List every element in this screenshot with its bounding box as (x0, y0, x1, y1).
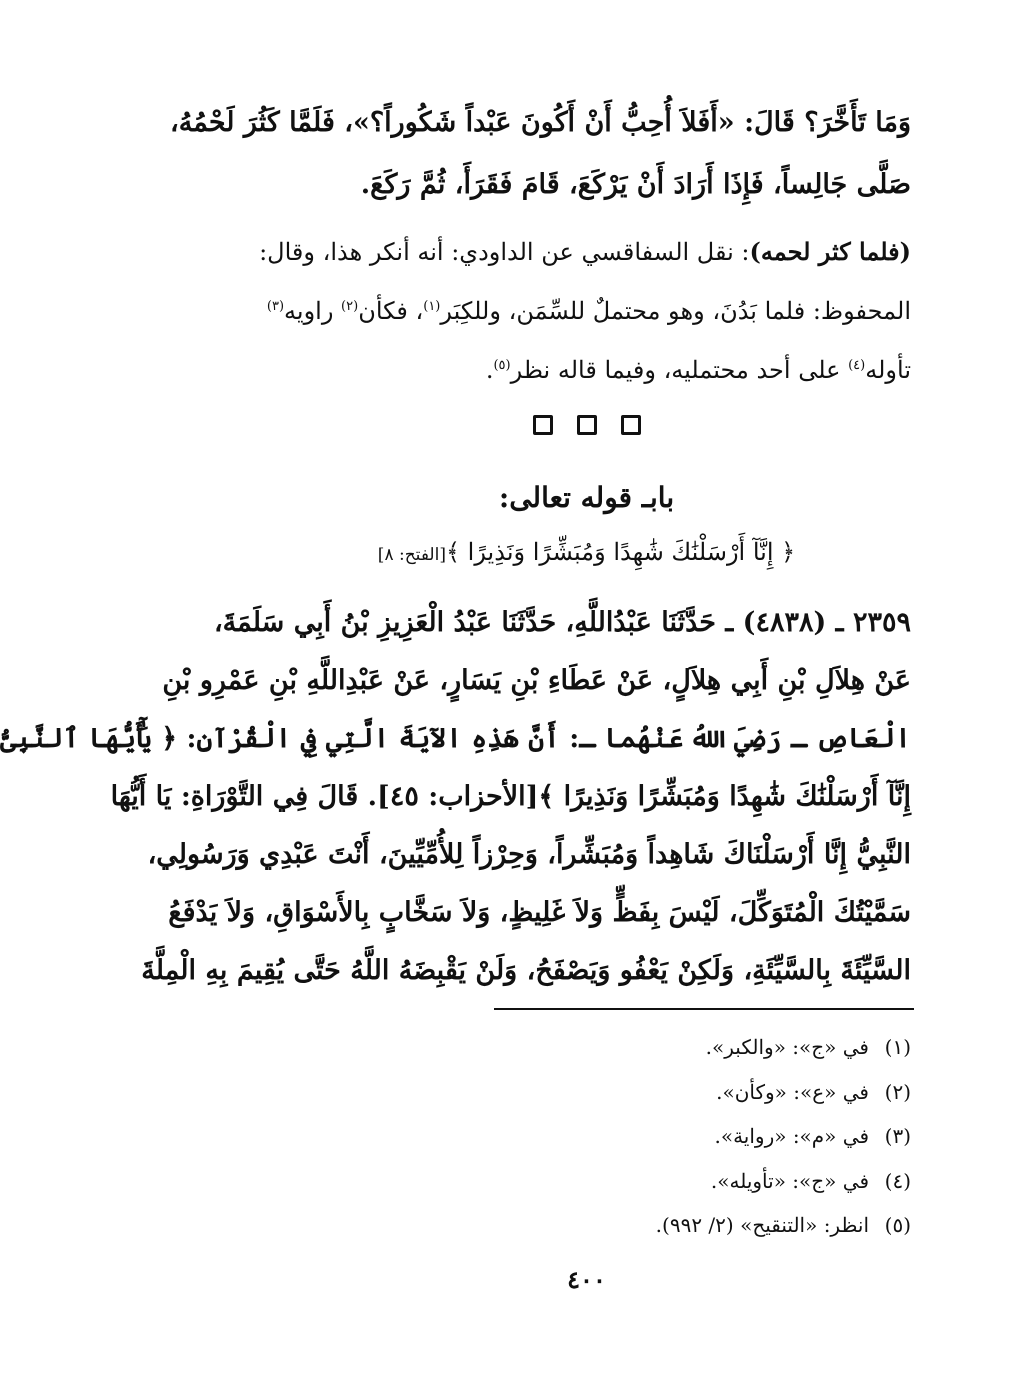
text-line (251, 282, 911, 341)
text-line (251, 341, 911, 400)
chapter-heading: بابـ قوله تعالى: (498, 481, 675, 514)
footnote-marker[interactable]: (١) (423, 299, 441, 314)
footnote-text: انظر: «التنقيح» (٢/ ٩٩٢). (655, 1213, 869, 1237)
hadith-paragraph (0, 594, 911, 1000)
footnote-text: في «ج»: «تأويله». (710, 1168, 869, 1193)
footnote (251, 1025, 911, 1070)
footnote-marker[interactable]: (٣) (266, 299, 285, 314)
square-ornament-icon (621, 415, 641, 435)
footnote-text: في «م»: «رواية». (714, 1124, 869, 1148)
commentary-text: على أحد محتمليه، وفيما قاله نظر (510, 356, 849, 384)
commentary-text: . (485, 356, 494, 384)
text-line: صَلَّى جَالِساً، فَإِذَا أَرَادَ أَنْ يَرْكَعَ، قَامَ فَقَرَأَ، ثُمَّ رَكَعَ. (360, 169, 911, 200)
footnote (251, 1114, 911, 1159)
footnote-number: (١) (884, 1035, 911, 1059)
footnote-number: (٤) (884, 1168, 911, 1193)
commentary-text: تأوله (865, 356, 911, 384)
footnote (251, 1203, 911, 1248)
footnote-text: في «ع»: «وكأن». (716, 1079, 869, 1104)
verse-text: ﴿ إِنَّآ أَرْسَلْنَٰكَ شَٰهِدًا وَمُبَشِّرًا وَنَذِيرًا ﴾ (445, 538, 796, 566)
commentary-text: ، فكأن (358, 297, 424, 325)
footnote-marker[interactable]: (٥) (493, 358, 511, 373)
text-line: إِنَّآ أَرْسَلْنَٰكَ شَٰهِدًا وَمُبَشِّرًا وَنَذِيرًا ﴾[الأحزاب: ٤٥]. قَالَ فِي التَّوْرَاةِ: يَا أَيُّهَا (110, 781, 911, 812)
text-line: السَّيِّئَةَ بِالسَّيِّئَةِ، وَلَكِنْ يَعْفُو وَيَصْفَحُ، وَلَنْ يَقْبِضَهُ اللَّهُ حَتَّى يُقِيمَ بِهِ الْمِلَّةَ (141, 955, 911, 986)
footnote-number: (٣) (884, 1124, 911, 1148)
footnote-text: في «ج»: «والكبر». (705, 1035, 869, 1059)
square-ornament-icon (577, 415, 597, 435)
footnote-number: (٢) (884, 1079, 911, 1104)
footnote-marker[interactable]: (٢) (341, 299, 359, 314)
verse-reference: [الفتح: ٨] (377, 545, 446, 565)
commentary-text: : نقل السفاقسي عن الداودي: أنه أنكر هذا، وقال: (259, 238, 750, 266)
footnote-marker[interactable]: (٤) (848, 358, 866, 373)
footnote-separator (494, 1008, 914, 1010)
footnote-number: (٥) (884, 1213, 911, 1237)
text-line: عَنْ هِلاَلِ بْنِ أَبِي هِلاَلٍ، عَنْ عَطَاءِ بْنِ يَسَارٍ، عَنْ عَبْدِاللَّهِ بْنِ عَمْرِو بْنِ (162, 665, 911, 696)
text-line: الْعَاصِ ـ رَضِيَ اللهُ عَنْهُما ـ: أَنَّ هَذِهِ الآيَةَ الَّتِي فِي الْقُرْآنِ: ﴿ يَٰٓأَيُّهَا ٱلنَّبِىُّ (0, 723, 911, 754)
commentary-text: المحفوظ: فلما بَدُنَ، وهو محتملٌ للسِّمَن، وللكِبَر (440, 297, 911, 325)
footnote (251, 1159, 911, 1204)
commentary-paragraph (251, 222, 911, 400)
square-ornament-icon (533, 415, 553, 435)
quran-verse (144, 532, 1029, 575)
text-line: وَمَا تَأَخَّرَ؟ قَالَ: «أَفَلاَ أُحِبُّ أَنْ أَكُونَ عَبْداً شَكُوراً؟»، فَلَمَّا كَثُرَ لَحْمُهُ، (170, 107, 911, 138)
commentary-text: راويه (284, 297, 342, 325)
hadith-continuation (170, 92, 911, 216)
text-line: النَّبِيُّ إِنَّا أَرْسَلْنَاكَ شَاهِداً وَمُبَشِّراً، وَحِرْزاً لِلأُمِّيِّينَ، أَنْتَ عَبْدِي وَرَسُولِي، (147, 839, 911, 870)
text-line (251, 222, 911, 282)
text-line: ٢٣٥٩ ـ (٤٨٣٨) ـ حَدَّثَنَا عَبْدُاللَّهِ، حَدَّثَنَا عَبْدُ الْعَزِيزِ بْنُ أَبِي سَلَمَةَ، (213, 607, 911, 638)
text-line: سَمَّيْتُكَ الْمُتَوَكِّلَ، لَيْسَ بِفَظٍّ وَلاَ غَلِيظٍ، وَلاَ سَخَّابٍ بِالأَسْوَاقِ، وَلاَ يَدْفَعُ (168, 897, 911, 928)
section-divider (144, 415, 1029, 435)
footnote (251, 1070, 911, 1115)
commentary-lemma: (فلما كثر لحمه) (749, 237, 911, 266)
footnotes (251, 1025, 911, 1248)
page-number: ٤٠٠ (567, 1265, 606, 1294)
